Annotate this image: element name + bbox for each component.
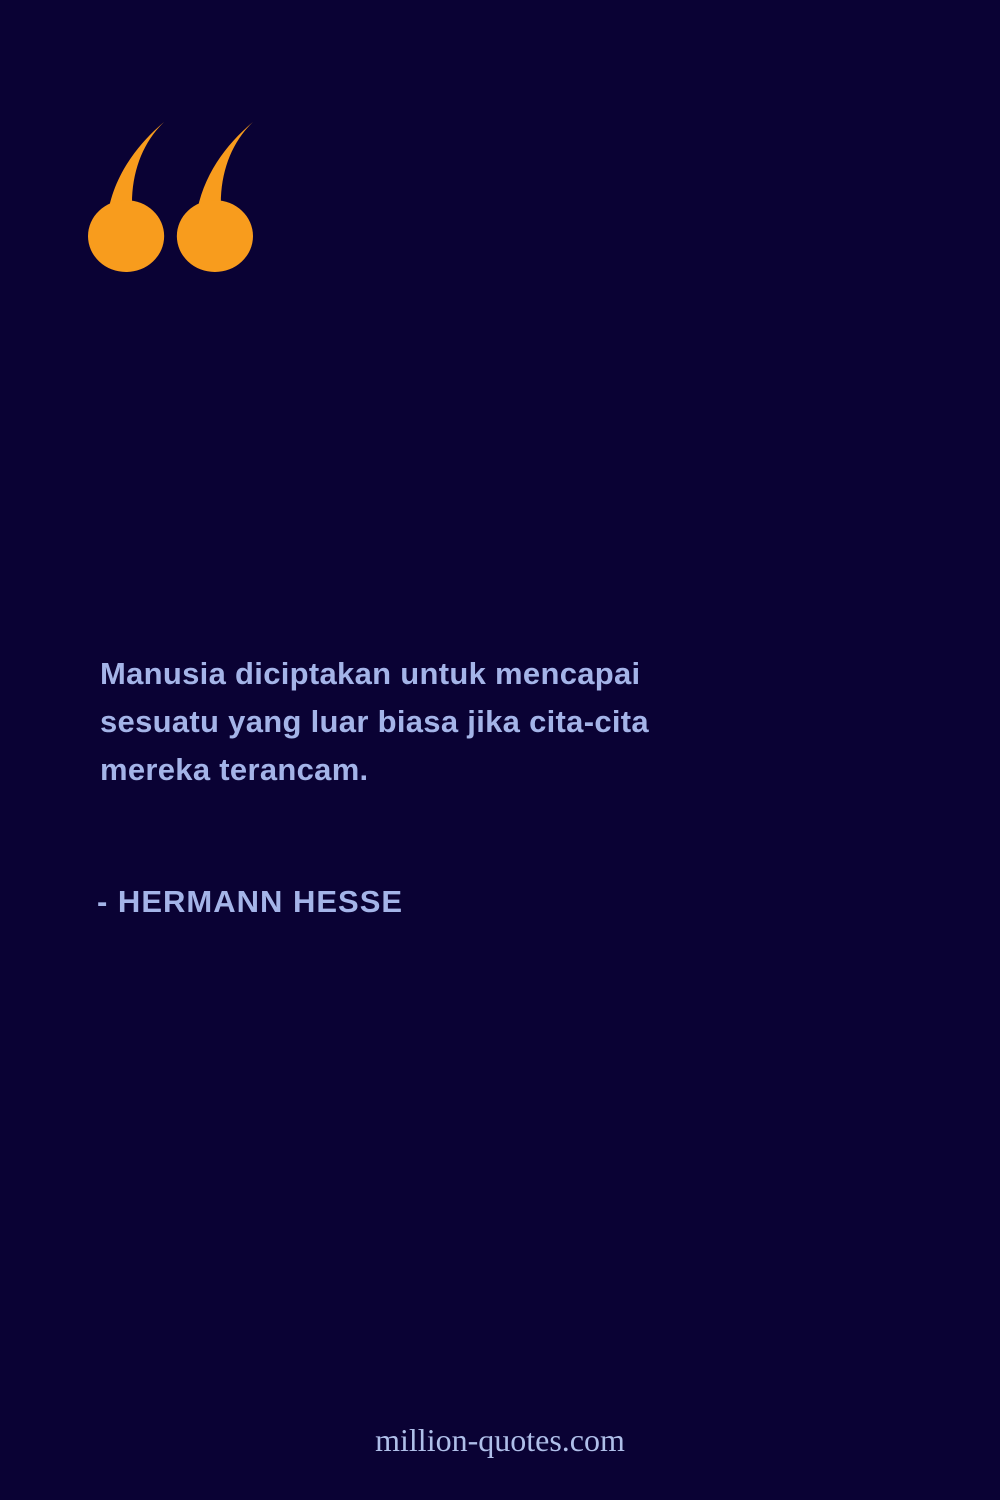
- quote-line: sesuatu yang luar biasa jika cita-cita: [100, 704, 649, 739]
- quote-attribution: - HERMANN HESSE: [97, 884, 404, 919]
- watermark-text: million-quotes.com: [375, 1422, 625, 1458]
- quote-line: mereka terancam.: [100, 752, 369, 787]
- quote-line: Manusia diciptakan untuk mencapai: [100, 656, 641, 691]
- opening-double-quote-icon: [88, 122, 253, 272]
- quote-text: [100, 650, 780, 794]
